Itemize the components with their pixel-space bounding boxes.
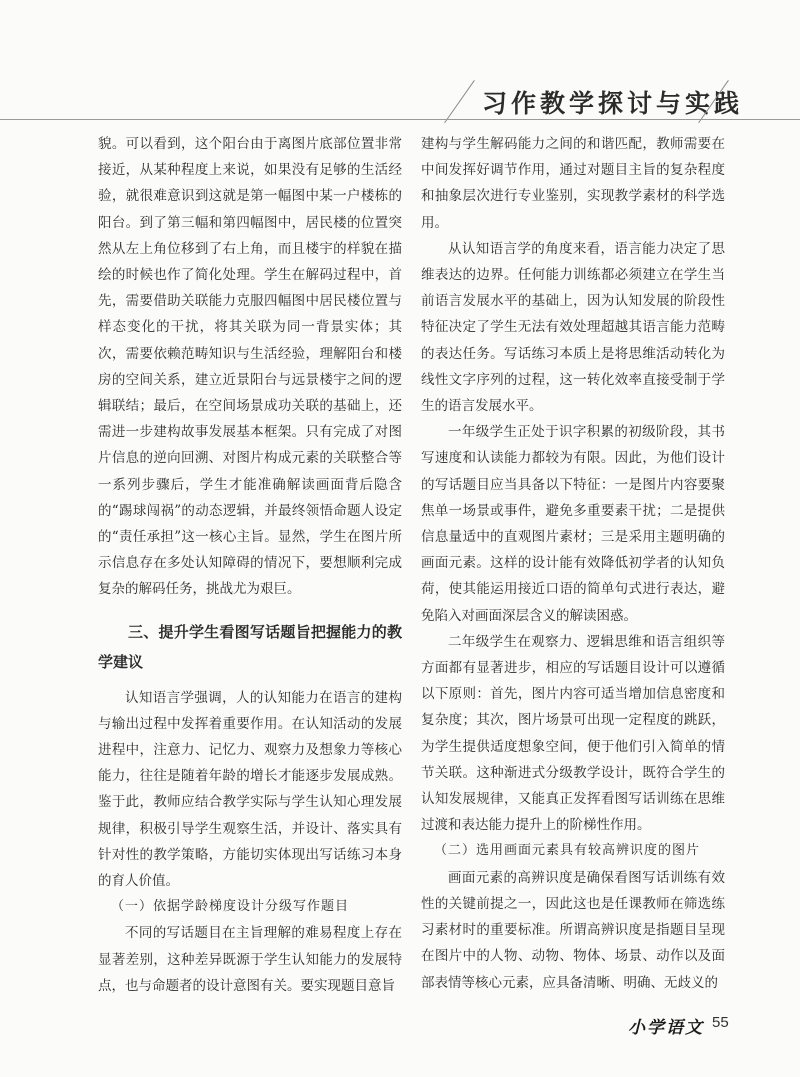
right-paragraph-1: 建构与学生解码能力之间的和谐匹配，教师需要在中间发挥好调节作用，通过对题目主旨的复杂程度和抽象层次进行专业鉴别，实现教学素材的科学选用。 xyxy=(421,136,725,231)
left-paragraph-1: 貌。可以看到，这个阳台由于离图片底部位置非常接近，从某种程度上来说，如果没有足够的生活经验，就很难意识到这就是第一幅图中某一户楼栋的阳台。到了第三幅和第四幅图中，居民楼的位置突然从左上角位移到了右上角，而且楼宇的样貌在描绘的时候也作了简化处理。学生在解码过程中，首先，需要借助关联能力克服四幅图中居民楼位置与样态变化的干扰，将其关联为同一背景实体；其次，需要依赖范畴知识与生活经验，理解阳台和楼房的空间关系，建立近景阳台与远景楼宇之间的逻辑联结；最后，在空间场景成功关联的基础上，还需进一步建构故事发展基本框架。只有完成了对图片信息的逆向回溯、对图片构成元素的关联整合等一系列步骤后，学生才能准确解读画面背后隐含的“踢球闯祸”的动态逻辑，并最终领悟命题人设定的“责任承担”这一核心主旨。显然，学生在图片所示信息存在多处认知障碍的情况下，要想顺利完成复杂的解码任务，挑战尤为艰巨。 xyxy=(98,136,402,598)
journal-brand: 小学语文 xyxy=(628,1018,704,1038)
page-number: 55 xyxy=(712,1014,729,1031)
running-header xyxy=(0,72,800,122)
left-column xyxy=(98,131,402,999)
section-heading: 三、提升学生看图写话题旨把握能力的教学建议 xyxy=(98,622,402,671)
right-paragraph-3: 一年级学生正处于识字积累的初级阶段，其书写速度和认读能力都较为有限。因此，为他们设计的写话题目应当具备以下特征：一是图片内容要聚焦单一场景或事件，避免多重要素干扰；二是提供信息量适中的直观图片素材；三是采用主题明确的画面元素。这样的设计能有效降低初学者的认知负荷，使其能运用接近口语的简单句式进行表达，避免陷入对画面深层含义的解读困惑。 xyxy=(421,424,725,624)
right-paragraph-4: 二年级学生在观察力、逻辑思维和语言组织等方面都有显著进步，相应的写话题目设计可以遵循以下原则：首先，图片内容可适当增加信息密度和复杂度；其次，图片场景可出现一定程度的跳跃，为学生提供适度想象空间，便于他们引入简单的情节关联。这种渐进式分级教学设计，既符合学生的认知发展规律，又能真正发挥看图写话训练在思维过渡和表达能力提升上的阶梯性作用。 xyxy=(421,633,725,834)
header-rule xyxy=(0,119,800,120)
right-column xyxy=(421,131,725,996)
right-paragraph-5: 画面元素的高辨识度是确保看图写话训练有效性的关键前提之一，因此这也是任课教师在筛选练习素材时的重要标准。所谓高辨识度是指题目呈现在图片中的人物、动物、物体、场景、动作以及面部表情等核心元素，应具备清晰、明确、无歧义的 xyxy=(421,869,725,991)
left-paragraph-3: 不同的写话题目在主旨理解的难易程度上存在显著差别，这种差异既源于学生认知能力的发展特点，也与命题者的设计意图有关。要实现题目意旨 xyxy=(98,925,402,994)
right-paragraph-2: 从认知语言学的角度来看，语言能力决定了思维表达的边界。任何能力训练都必须建立在学生当前语言发展水平的基础上，因为认知发展的阶段性特征决定了学生无法有效处理超越其语言能力范畴的表达任务。写话练习本质上是将思维活动转化为线性文字序列的过程，这一转化效率直接受制于学生的语言发展水平。 xyxy=(421,240,725,415)
left-paragraph-2: 认知语言学强调，人的认知能力在语言的建构与输出过程中发挥着重要作用。在认知活动的发展进程中，注意力、记忆力、观察力及想象力等核心能力，往往是随着年龄的增长才能逐步发展成熟。鉴于此，教师应结合教学实际与学生认知心理发展规律，积极引导学生观察生活，并设计、落实具有针对性的教学策略，方能切实体现出写话练习本身的育人价值。 xyxy=(98,689,402,890)
sub-heading-2: （二）选用画面元素具有较高辨识度的图片 xyxy=(434,843,701,859)
header-slash-left xyxy=(444,80,475,123)
sub-heading-1: （一）依据学龄梯度设计分级写作题目 xyxy=(111,899,350,915)
header-title: 习作教学探讨与实践 xyxy=(482,89,744,118)
